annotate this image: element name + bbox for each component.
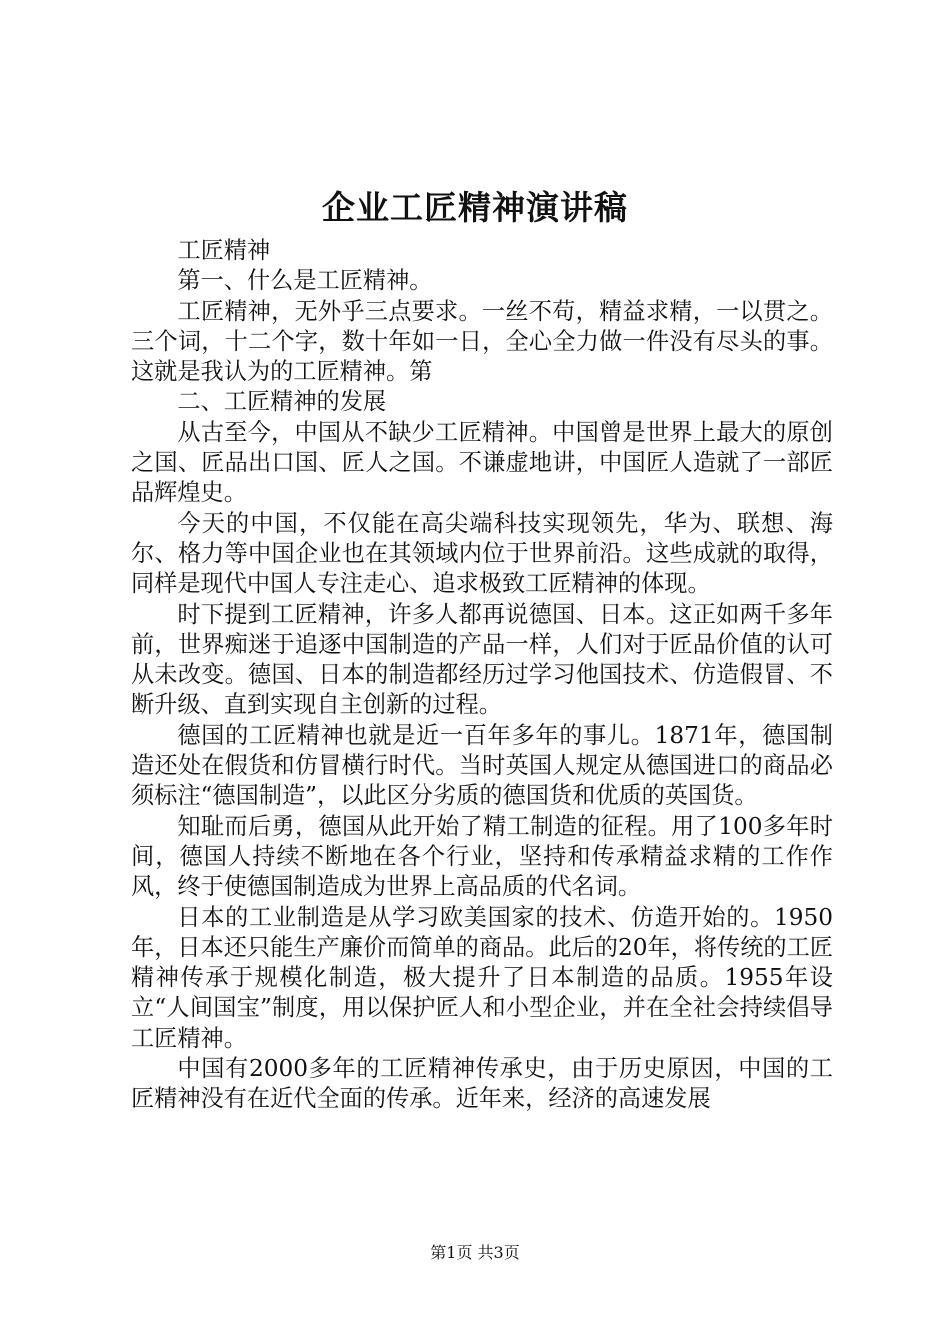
page-footer: 第1页 共3页: [430, 1243, 520, 1262]
paragraph: 时下提到工匠精神，许多人都再说德国、日本。这正如两千多年前，世界痴迷于追逐中国制造的产品一样，人们对于匠品价值的认可从未改变。德国、日本的制造都经历过学习他国技术、仿造假冒、不断升级、直到实现自主创新的过程。: [131, 600, 833, 719]
paragraph: 二、工匠精神的发展: [177, 388, 387, 416]
paragraph: 中国有2000多年的工匠精神传承史，由于历史原因，中国的工匠精神没有在近代全面的传承。近年来，经济的高速发展: [131, 1055, 833, 1113]
paragraph: 日本的工业制造是从学习欧美国家的技术、仿造开始的。1950年，日本还只能生产廉价而简单的商品。此后的20年，将传统的工匠精神传承于规模化制造，极大提升了日本制造的品质。1955年设立“人间国宝”制度，用以保护匠人和小型企业，并在全社会持续倡导工匠精神。: [131, 903, 833, 1052]
paragraph: 第一、什么是工匠精神。: [177, 267, 433, 295]
paragraph: 工匠精神，无外乎三点要求。一丝不苟，精益求精，一以贯之。三个词，十二个字，数十年如一日，全心全力做一件没有尽头的事。这就是我认为的工匠精神。第: [131, 297, 833, 386]
paragraph: 从古至今，中国从不缺少工匠精神。中国曾是世界上最大的原创之国、匠品出口国、匠人之国。不谦虚地讲，中国匠人造就了一部匠品辉煌史。: [131, 418, 833, 507]
paragraph: 德国的工匠精神也就是近一百年多年的事儿。1871年，德国制造还处在假货和仿冒横行时代。当时英国人规定从德国进口的商品必须标注“德国制造”，以此区分劣质的德国货和优质的英国货。: [131, 721, 833, 810]
page-title: 企业工匠精神演讲稿: [322, 188, 628, 227]
paragraph: 工匠精神: [177, 237, 271, 264]
paragraph: 今天的中国，不仅能在高尖端科技实现领先，华为、联想、海尔、格力等中国企业也在其领域内位于世界前沿。这些成就的取得，同样是现代中国人专注走心、追求极致工匠精神的体现。: [131, 509, 833, 598]
paragraph: 知耻而后勇，德国从此开始了精工制造的征程。用了100多年时间，德国人持续不断地在各个行业，坚持和传承精益求精的工作作风，终于使德国制造成为世界上高品质的代名词。: [131, 812, 833, 901]
body-text: [131, 236, 833, 1115]
